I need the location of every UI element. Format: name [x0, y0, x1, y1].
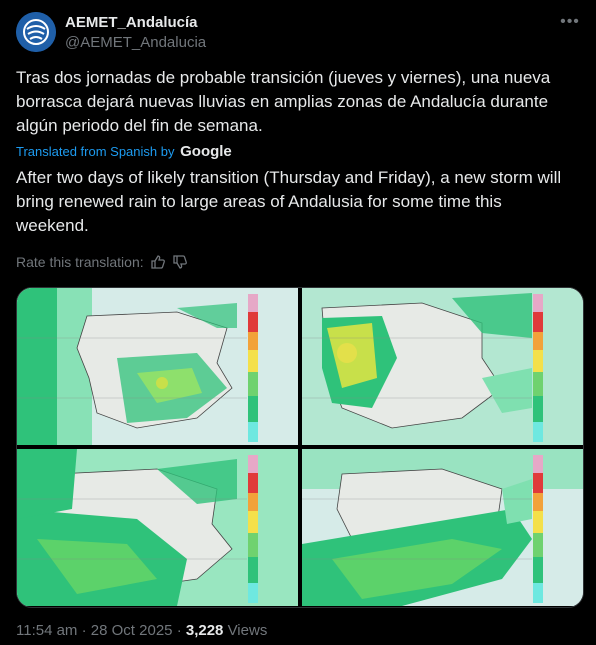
more-options-icon[interactable]: ••• [560, 13, 580, 30]
media-grid[interactable] [16, 287, 584, 608]
meta-separator: · [176, 622, 182, 639]
author-info [65, 14, 206, 53]
translation-attribution [16, 142, 232, 162]
post-date[interactable]: 28 Oct 2025 [90, 622, 173, 639]
author-name[interactable]: AEMET_Andalucía [65, 14, 198, 31]
author-handle[interactable]: @AEMET_Andalucia [65, 34, 207, 51]
views-label: Views [227, 622, 268, 639]
avatar[interactable] [16, 12, 56, 52]
aemet-logo-icon [16, 12, 56, 52]
rate-label: Rate this translation: [16, 254, 144, 270]
precipitation-map-1[interactable] [17, 288, 298, 445]
views-count: 3,228 [185, 622, 224, 639]
google-logo: Google [180, 143, 232, 160]
thumbs-up-icon[interactable] [150, 254, 166, 270]
meta-separator: · [81, 622, 87, 639]
post-text: Tras dos jornadas de probable transición (jueves y viernes), una nueva borrasca dejará nuevas lluvias en amplias zonas de Andalucía durante algún periodo del fin de semana. [16, 68, 551, 135]
post-meta [16, 622, 267, 639]
rate-translation [16, 254, 188, 270]
thumbs-down-icon[interactable] [172, 254, 188, 270]
precipitation-map-4[interactable] [302, 449, 583, 606]
translated-label[interactable]: Translated from Spanish by [16, 144, 175, 159]
post-time[interactable]: 11:54 am [16, 622, 78, 639]
precipitation-map-2[interactable] [302, 288, 583, 445]
translated-text: After two days of likely transition (Thursday and Friday), a new storm will bring renewed rain to large areas of Andalusia for some time this weekend. [16, 168, 562, 235]
precipitation-map-3[interactable] [17, 449, 298, 606]
